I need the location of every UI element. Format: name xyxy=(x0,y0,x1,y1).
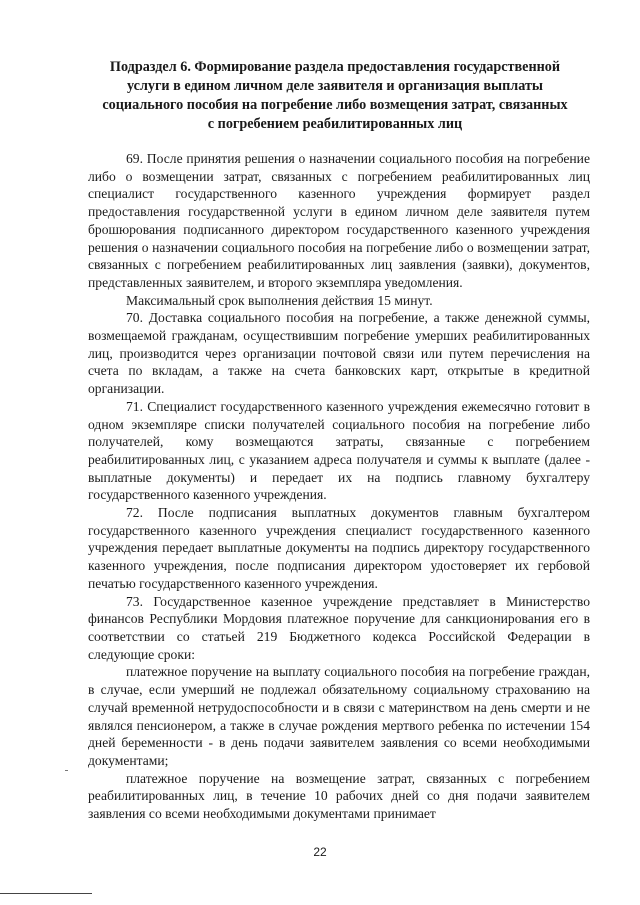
paragraph-69: 69. После принятия решения о назначении социального пособия на погребение либо о возмещении затрат, связанных с погребением реабилитированных лиц специалист государственного казенного учреждения формирует раздел предоставления государственной услуги в едином личном деле заявителя путем брошюрования подписанного директором государственного казенного учреждения решения о назначении социального пособия на погребение либо о возмещении затрат, связанных с погребением реабилитированных лиц заявления (заявки), документов, представленных заявителем, и второго экземпляра уведомления. xyxy=(88,151,590,290)
paragraph-73: 73. Государственное казенное учреждение представляет в Министерство финансов Республики Мордовия платежное поручение для санкционирования его в соответствии со статьей 219 Бюджетного кодекса Российской Федерации в следующие сроки: xyxy=(88,593,590,662)
paragraph-72: 72. После подписания выплатных документов главным бухгалтером государственного казенного учреждения специалист государственного казенного учреждения передает выплатные документы на подпись директору государственного казенного учреждения, после подписания директором удостоверяет их гербовой печатью государственного казенного учреждения. xyxy=(88,505,590,591)
paragraph-70: 70. Доставка социального пособия на погребение, а также денежной суммы, возмещаемой гражданам, осуществившим погребение умерших реабилитированных лиц, производится через организации почтовой связи или путем перечисления на счета по вкладам, а также на счета банковских карт, открытые в кредитной организации. xyxy=(88,310,590,397)
paragraph-71: 71. Специалист государственного казенного учреждения ежемесячно готовит в одном экземпляре списки получателей социального пособия на погребение либо получателей, кому возмещаются затраты, связанные с погребением реабилитированных лиц, с указанием адреса получателя и суммы к выплате (далее - выплатные документы) и передает их на подпись главному бухгалтеру государственного казенного учреждения. xyxy=(88,398,590,503)
paragraph-deadline: Максимальный срок выполнения действия 15 минут. xyxy=(126,292,433,308)
page-number: 22 xyxy=(313,845,327,859)
margin-mark xyxy=(65,770,68,771)
document-body xyxy=(88,150,590,823)
paragraph-payment-order-burial: платежное поручение на выплату социального пособия на погребение граждан, в случае, если умерший не подлежал обязательному социальному страхованию на случай временной нетрудоспособности и в связи с материнством на день смерти и не являлся пенсионером, а также в случае рождения мертвого ребенка по истечении 154 дней беременности - в день подачи заявителем заявления со всеми необходимыми документами; xyxy=(88,664,590,768)
section-heading: Подраздел 6. Формирование раздела предоставления государственной услуги в едином личном деле заявителя и организация выплаты социального пособия на погребение либо возмещения затрат, связанных с погребением реабилитированных лиц xyxy=(102,59,568,132)
footer-rule xyxy=(0,893,92,894)
paragraph-payment-order-reimbursement: платежное поручение на возмещение затрат, связанных с погребением реабилитированных лиц, в течение 10 рабочих дней со дня подачи заявителем заявления со всеми необходимыми документами принимает xyxy=(88,770,590,822)
